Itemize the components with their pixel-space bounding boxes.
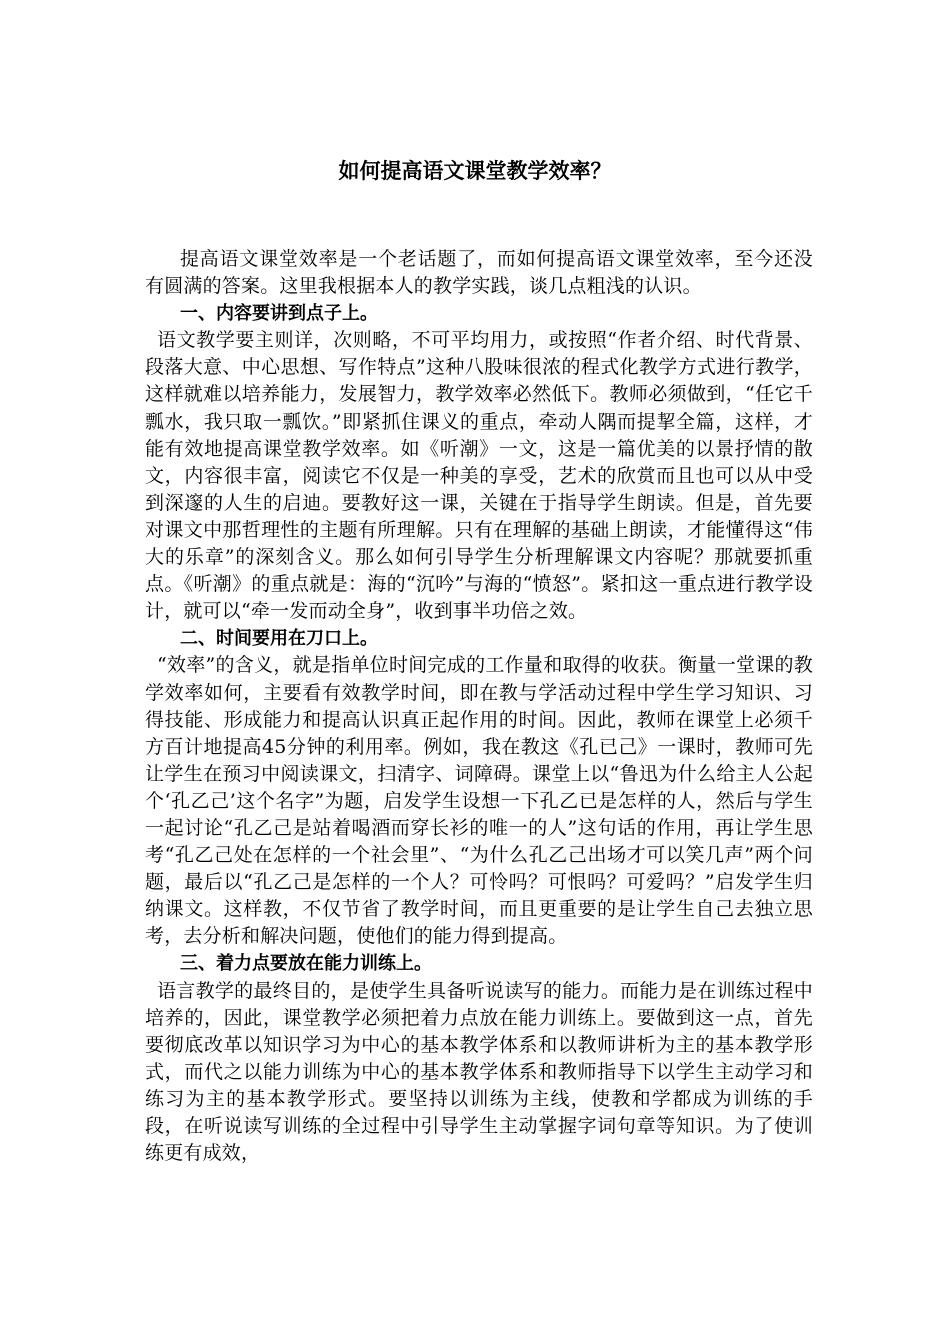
- section-heading-3: 三、着力点要放在能力训练上。: [180, 953, 432, 975]
- section-heading-1: 一、内容要讲到点子上。: [180, 303, 378, 325]
- section-paragraph-1: 语文教学要主则详，次则略，不可平均用力，或按照“作者介绍、时代背景、段落大意、中心思想、写作特点”这种八股味很浓的程式化教学方式进行教学，这样就难以培养能力，发展智力，教学效率必然低下。教师必须做到，“任它千瓢水，我只取一瓢饮。”即紧抓住课义的重点，牵动人隅而提挈全篇，这样，才能有效地提高课堂教学效率。如《听潮》一文，这是一篇优美的以景抒情的散文，内容很丰富，阅读它不仅是一种美的享受，艺术的欣赏而且也可以从中受到深邃的人生的启迪。要教好这一课，关键在于指导学生朗读。但是，首先要对课文中那哲理性的主题有所理解。只有在理解的基础上朗读，才能懂得这“伟大的乐章”的深刻含义。那么如何引导学生分析理解课文内容呢？那就要抓重点。《听潮》的重点就是：海的“沉吟”与海的“愤怒”。紧扣这一重点进行教学设计，就可以“牵一发而动全身”，收到事半功倍之效。: [145, 329, 813, 623]
- intro-paragraph: 提高语文课堂效率是一个老话题了，而如何提高语文课堂效率，至今还没有圆满的答案。这里我根据本人的教学实践，谈几点粗浅的认识。: [145, 248, 813, 298]
- section-heading-2: 二、时间要用在刀口上。: [180, 628, 378, 650]
- document-title: 如何提高语文课堂教学效率？: [338, 159, 612, 183]
- section-paragraph-2: “效率”的含义，就是指单位时间完成的工作量和取得的收获。衡量一堂课的教学效率如何，主要看有效教学时间，即在教与学活动过程中学生学习知识、习得技能、形成能力和提高认识真正起作用的时间。因此，教师在课堂上必须千方百计地提高45分钟的利用率。例如，我在教这《孔已己》一课时，教师可先让学生在预习中阅读课文，扫清字、词障碍。课堂上以“鲁迅为什么给主人公起个‘孔乙己’这个名字”为题，启发学生设想一下孔乙已是怎样的人，然后与学生一起讨论“孔乙己是站着喝酒而穿长衫的唯一的人”这句话的作用，再让学生思考“孔乙己处在怎样的一个社会里”、“为什么孔乙己出场才可以笑几声”两个问题，最后以“孔乙己是怎样的一个人？可怜吗？可恨吗？可爱吗？”启发学生归纳课文。这样教，不仅节省了教学时间，而且更重要的是让学生自己去独立思考，去分析和解决问题，使他们的能力得到提高。: [145, 654, 813, 948]
- document-body: [145, 246, 813, 1167]
- section-paragraph-3: 语言教学的最终目的，是使学生具备听说读写的能力。而能力是在训练过程中培养的，因此，课堂教学必须把着力点放在能力训练上。要做到这一点，首先要彻底改革以知识学习为中心的基本教学体系和以教师讲析为主的基本教学形式，而代之以能力训练为中心的基本教学体系和教师指导下以学生主动学习和练习为主的基本教学形式。要坚持以训练为主线，使教和学都成为训练的手段，在听说读写训练的全过程中引导学生主动掌握字词句章等知识。为了使训练更有成效，: [145, 979, 813, 1165]
